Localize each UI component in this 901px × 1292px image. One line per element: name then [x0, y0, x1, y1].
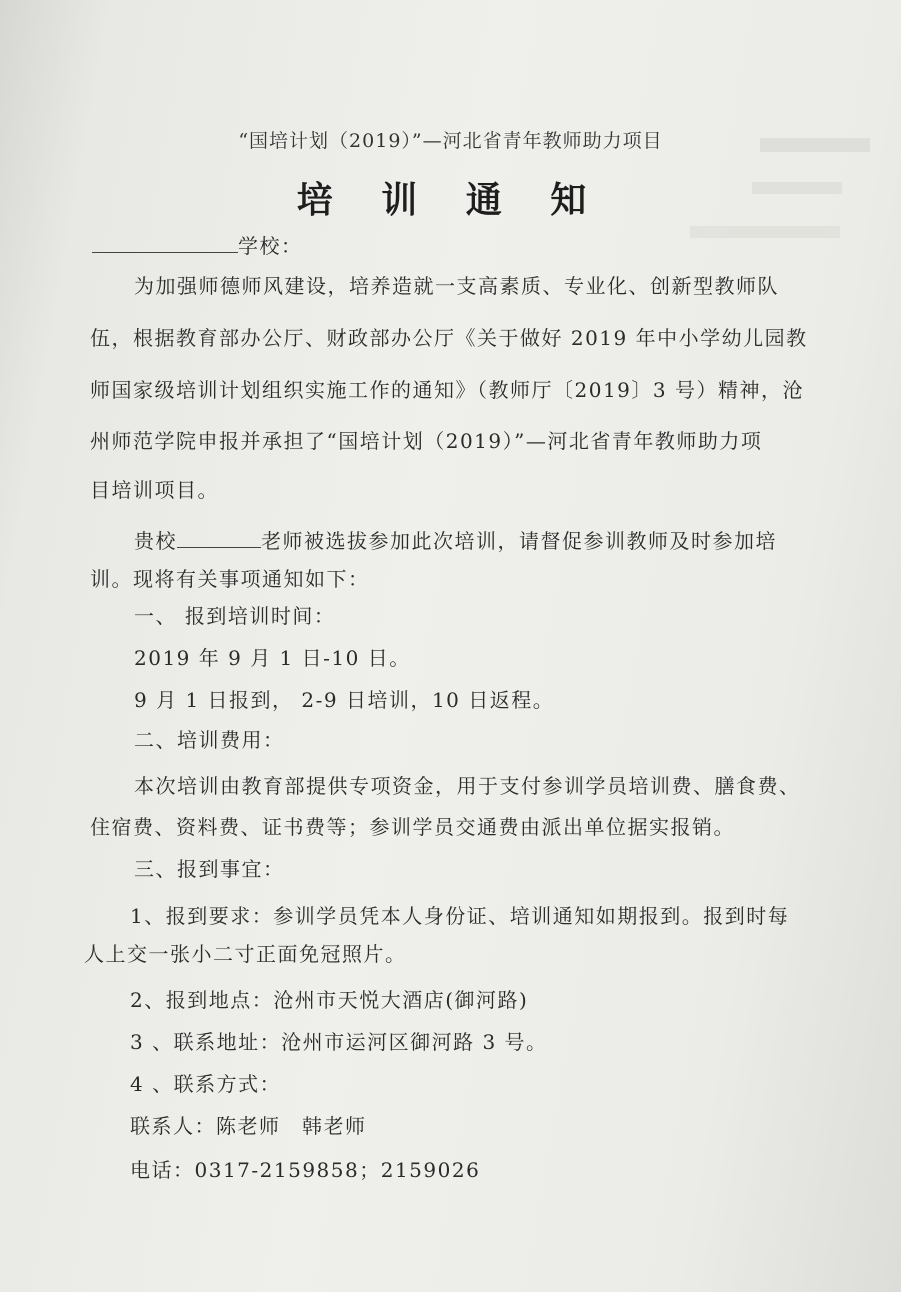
section3-item2: 2、报到地点：沧州市天悦大酒店(御河路) [130, 988, 529, 1012]
salutation [92, 230, 303, 259]
section3-heading: 三、报到事宜： [134, 857, 285, 881]
document-subtitle: “国培计划（2019）”—河北省青年教师助力项目 [238, 130, 663, 152]
intro-line-1: 为加强师德师风建设，培养造就一支高素质、专业化、创新型教师队 [134, 274, 779, 298]
contact-persons: 联系人：陈老师 韩老师 [130, 1114, 367, 1138]
section2-line-1: 本次培训由教育部提供专项资金，用于支付参训学员培训费、膳食费、 [134, 774, 801, 798]
section3-item4: 4 、联系方式： [130, 1072, 282, 1096]
intro-line-4: 州师范学院申报并承担了“国培计划（2019）”—河北省青年教师助力项 [90, 429, 763, 453]
notice-prefix: 贵校 [134, 529, 177, 553]
salutation-suffix: 学校： [238, 234, 303, 258]
intro-line-3: 师国家级培训计划组织实施工作的通知》（教师厅〔2019〕3 号）精神，沧 [90, 378, 804, 402]
section2-heading: 二、培训费用： [134, 728, 285, 752]
section2-line-2: 住宿费、资料费、证书费等；参训学员交通费由派出单位据实报销。 [90, 815, 735, 839]
contact-phone: 电话：0317-2159858；2159026 [130, 1158, 481, 1182]
document-title: 培 训 通 知 [296, 180, 605, 221]
intro-line-2: 伍，根据教育部办公厅、财政部办公厅《关于做好 2019 年中小学幼儿园教 [90, 326, 808, 350]
notice-line-2: 训。现将有关事项通知如下： [90, 567, 370, 591]
section3-item1-line-2: 人上交一张小二寸正面免冠照片。 [84, 942, 407, 966]
section1-line-1: 2019 年 9 月 1 日-10 日。 [134, 646, 411, 670]
section1-heading: 一、 报到培训时间： [134, 604, 336, 628]
section3-item1-line-1: 1、报到要求：参训学员凭本人身份证、培训通知如期报到。报到时每 [130, 904, 790, 928]
school-blank [92, 251, 238, 253]
teacher-blank [177, 546, 261, 548]
section3-item3: 3 、联系地址：沧州市运河区御河路 3 号。 [130, 1030, 548, 1054]
section1-line-2: 9 月 1 日报到， 2-9 日培训，10 日返程。 [134, 688, 555, 712]
notice-suffix: 老师被选拔参加此次培训，请督促参训教师及时参加培 [261, 529, 777, 553]
intro-line-5: 目培训项目。 [90, 478, 219, 502]
show-through-mark [690, 226, 840, 238]
notice-line-1 [134, 525, 777, 554]
